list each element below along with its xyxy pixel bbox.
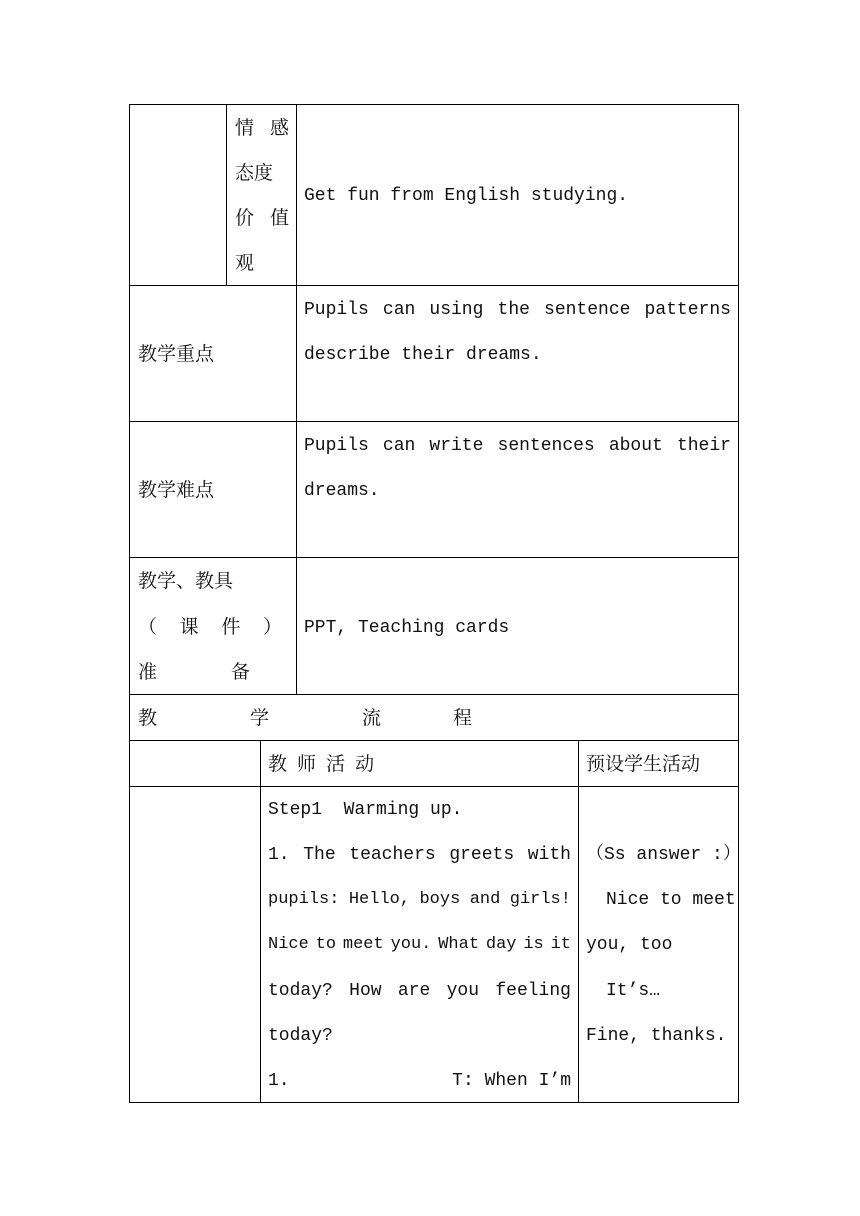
materials-label-line: 准 备 — [138, 661, 250, 683]
col-divider — [226, 104, 227, 286]
process-header-char: 学 — [250, 707, 270, 729]
student-activity-header: 预设学生活动 — [586, 753, 701, 775]
student-activity-line: It’s… — [606, 981, 661, 1001]
col-divider — [296, 104, 297, 695]
row-divider — [129, 421, 739, 422]
student-activity-line: you, too — [586, 935, 673, 955]
process-header-char: 程 — [453, 707, 473, 729]
table-left-border — [129, 104, 130, 1103]
student-activity-line: Nice to meet — [606, 890, 736, 910]
row-divider — [129, 285, 739, 286]
process-header-char: 流 — [362, 707, 382, 729]
affect-label-char: 值 — [269, 207, 289, 229]
student-activity-line: Fine, thanks. — [586, 1026, 727, 1046]
row-divider — [129, 786, 739, 787]
teacher-activity-line: Nice to meet you. What day is it — [268, 935, 571, 954]
materials-label-line: 教学、教具 — [138, 570, 234, 592]
teacher-activity-line: Step1 Warming up. — [268, 800, 463, 820]
teacher-activity-header: 教 师 活 动 — [268, 753, 377, 775]
affect-label-line — [235, 206, 289, 230]
row-divider — [129, 557, 739, 558]
key-points-content: Pupils can using the sentence patterns — [304, 300, 731, 320]
materials-label-line: （ 课 件 ） — [138, 616, 282, 638]
difficult-points-content: Pupils can write sentences about their — [304, 436, 731, 456]
difficult-points-label: 教学难点 — [138, 479, 215, 501]
affect-label-char: 价 — [235, 207, 255, 229]
affect-content: Get fun from English studying. — [304, 186, 629, 206]
key-points-label: 教学重点 — [138, 343, 215, 365]
student-activity-line: （Ss answer :） — [586, 845, 741, 865]
teacher-activity-line: today? — [268, 1026, 333, 1046]
affect-label-line: 观 — [235, 252, 255, 274]
teacher-activity-line: 1. T: When I’m — [268, 1071, 571, 1091]
table-bottom-border — [129, 1102, 739, 1103]
difficult-points-content-line: dreams. — [304, 481, 380, 501]
table-top-border — [129, 104, 739, 105]
process-header-char: 教 — [138, 707, 158, 729]
teacher-activity-line: 1. The teachers greets with — [268, 845, 571, 865]
col-divider — [260, 740, 261, 1103]
teacher-activity-line: pupils: Hello, boys and girls! — [268, 890, 571, 909]
teacher-activity-line: today? How are you feeling — [268, 981, 571, 1001]
affect-label-line: 态度 — [235, 162, 274, 184]
materials-content: PPT, Teaching cards — [304, 618, 510, 638]
row-divider — [129, 694, 739, 695]
row-divider — [129, 740, 739, 741]
affect-label-char: 感 — [269, 117, 289, 139]
col-divider — [578, 740, 579, 1103]
key-points-content-line: describe their dreams. — [304, 345, 542, 365]
table-right-border — [738, 104, 739, 1103]
affect-label-line — [235, 116, 289, 140]
affect-label-char: 情 — [235, 117, 255, 139]
